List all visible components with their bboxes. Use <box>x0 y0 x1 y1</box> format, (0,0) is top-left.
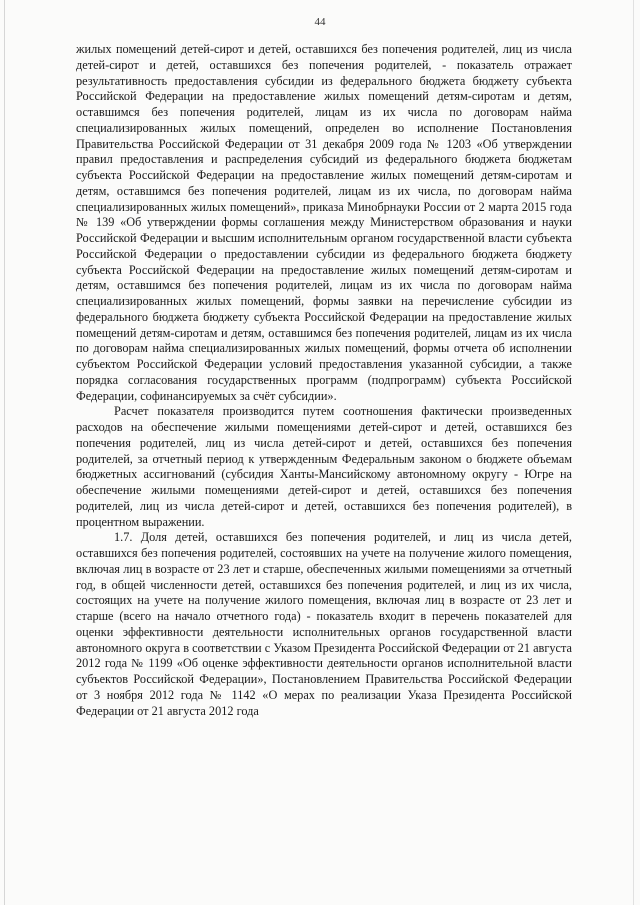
scan-edge-right <box>633 0 634 905</box>
paragraph-continuation: жилых помещений детей-сирот и детей, оставшихся без попечения родителей, лиц из числа детей-сирот и детей, оставшихся без попечения родителей, - показатель отражает результативность предоставления субсидии из федерального бюджета бюджету субъекта Российской Федерации на предоставление жилых помещений детям-сиротам и детям, оставшимся без попечения родителей, лицам из их числа по договорам найма специализированных жилых помещений, определен во исполнение Постановления Правительства Российской Федерации от 31 декабря 2009 года № 1203 «Об утверждении правил предоставления и распределения субсидий из федерального бюджета бюджетам субъекта Российской Федерации на предоставление жилых помещений детям-сиротам и детям, оставшимся без попечения родителей, лицам из их числа, по договорам найма специализированных жилых помещений», приказа Минобрнауки России от 2 марта 2015 года № 139 «Об утверждении формы соглашения между Министерством образования и науки Российской Федерации и высшим исполнительным органом государственной власти субъекта Российской Федерации о предоставлении субсидии из федерального бюджета бюджету субъекта Российской Федерации на предоставление жилых помещений детям-сиротам и детям, оставшимся без попечения родителей, лицам из их числа по договорам найма специализированных жилых помещений, формы заявки на перечисление субсидии из федерального бюджета бюджету субъекта Российской Федерации на предоставление жилых помещений детям-сиротам и детям, оставшимся без попечения родителей, лицам из их числа по договорам найма специализированных жилых помещений, формы отчета об исполнении субъектом Российской Федерации условий предоставления указанной субсидии, а также порядка согласования государственных программ (подпрограмм) субъекта Российской Федерации, софинансируемых за счёт субсидии». <box>76 42 572 403</box>
body-text <box>76 42 572 719</box>
paragraph-item-1-7: 1.7. Доля детей, оставшихся без попечения родителей, и лиц из числа детей, оставшихся без попечения родителей, состоявших на учете на получение жилого помещения, включая лиц в возрасте от 23 лет и старше, обеспеченных жилыми помещениями за отчетный год, в общей численности детей, оставшихся без попечения родителей, и лиц из их числа, состоящих на учете на получение жилого помещения, включая лиц в возрасте от 23 лет и старше (всего на начало отчетного года) - показатель входит в перечень показателей для оценки эффективности деятельности исполнительных органов государственной власти автономного округа в соответствии с Указом Президента Российской Федерации от 21 августа 2012 года № 1199 «Об оценке эффективности деятельности органов исполнительной власти субъектов Российской Федерации», Постановлением Правительства Российской Федерации от 3 ноября 2012 года № 1142 «О мерах по реализации Указа Президента Российской Федерации от 21 августа 2012 года <box>76 530 572 718</box>
paragraph-calculation: Расчет показателя производится путем соотношения фактически произведенных расходов на обеспечение жилыми помещениями детей-сирот и детей, оставшихся без попечения родителей, лиц из числа детей-сирот и детей, оставшихся без попечения родителей, за отчетный период к утвержденным Федеральным законом о бюджете объемам бюджетных ассигнований (субсидия Ханты-Мансийскому автономному округу - Югре на обеспечение жилыми помещениями детей-сирот и детей, оставшихся без попечения родителей, лиц из числа детей-сирот и детей, оставшихся без попечения родителей), в процентном выражении. <box>76 404 572 529</box>
page-number: 44 <box>314 16 326 28</box>
scan-edge-left <box>4 0 5 905</box>
